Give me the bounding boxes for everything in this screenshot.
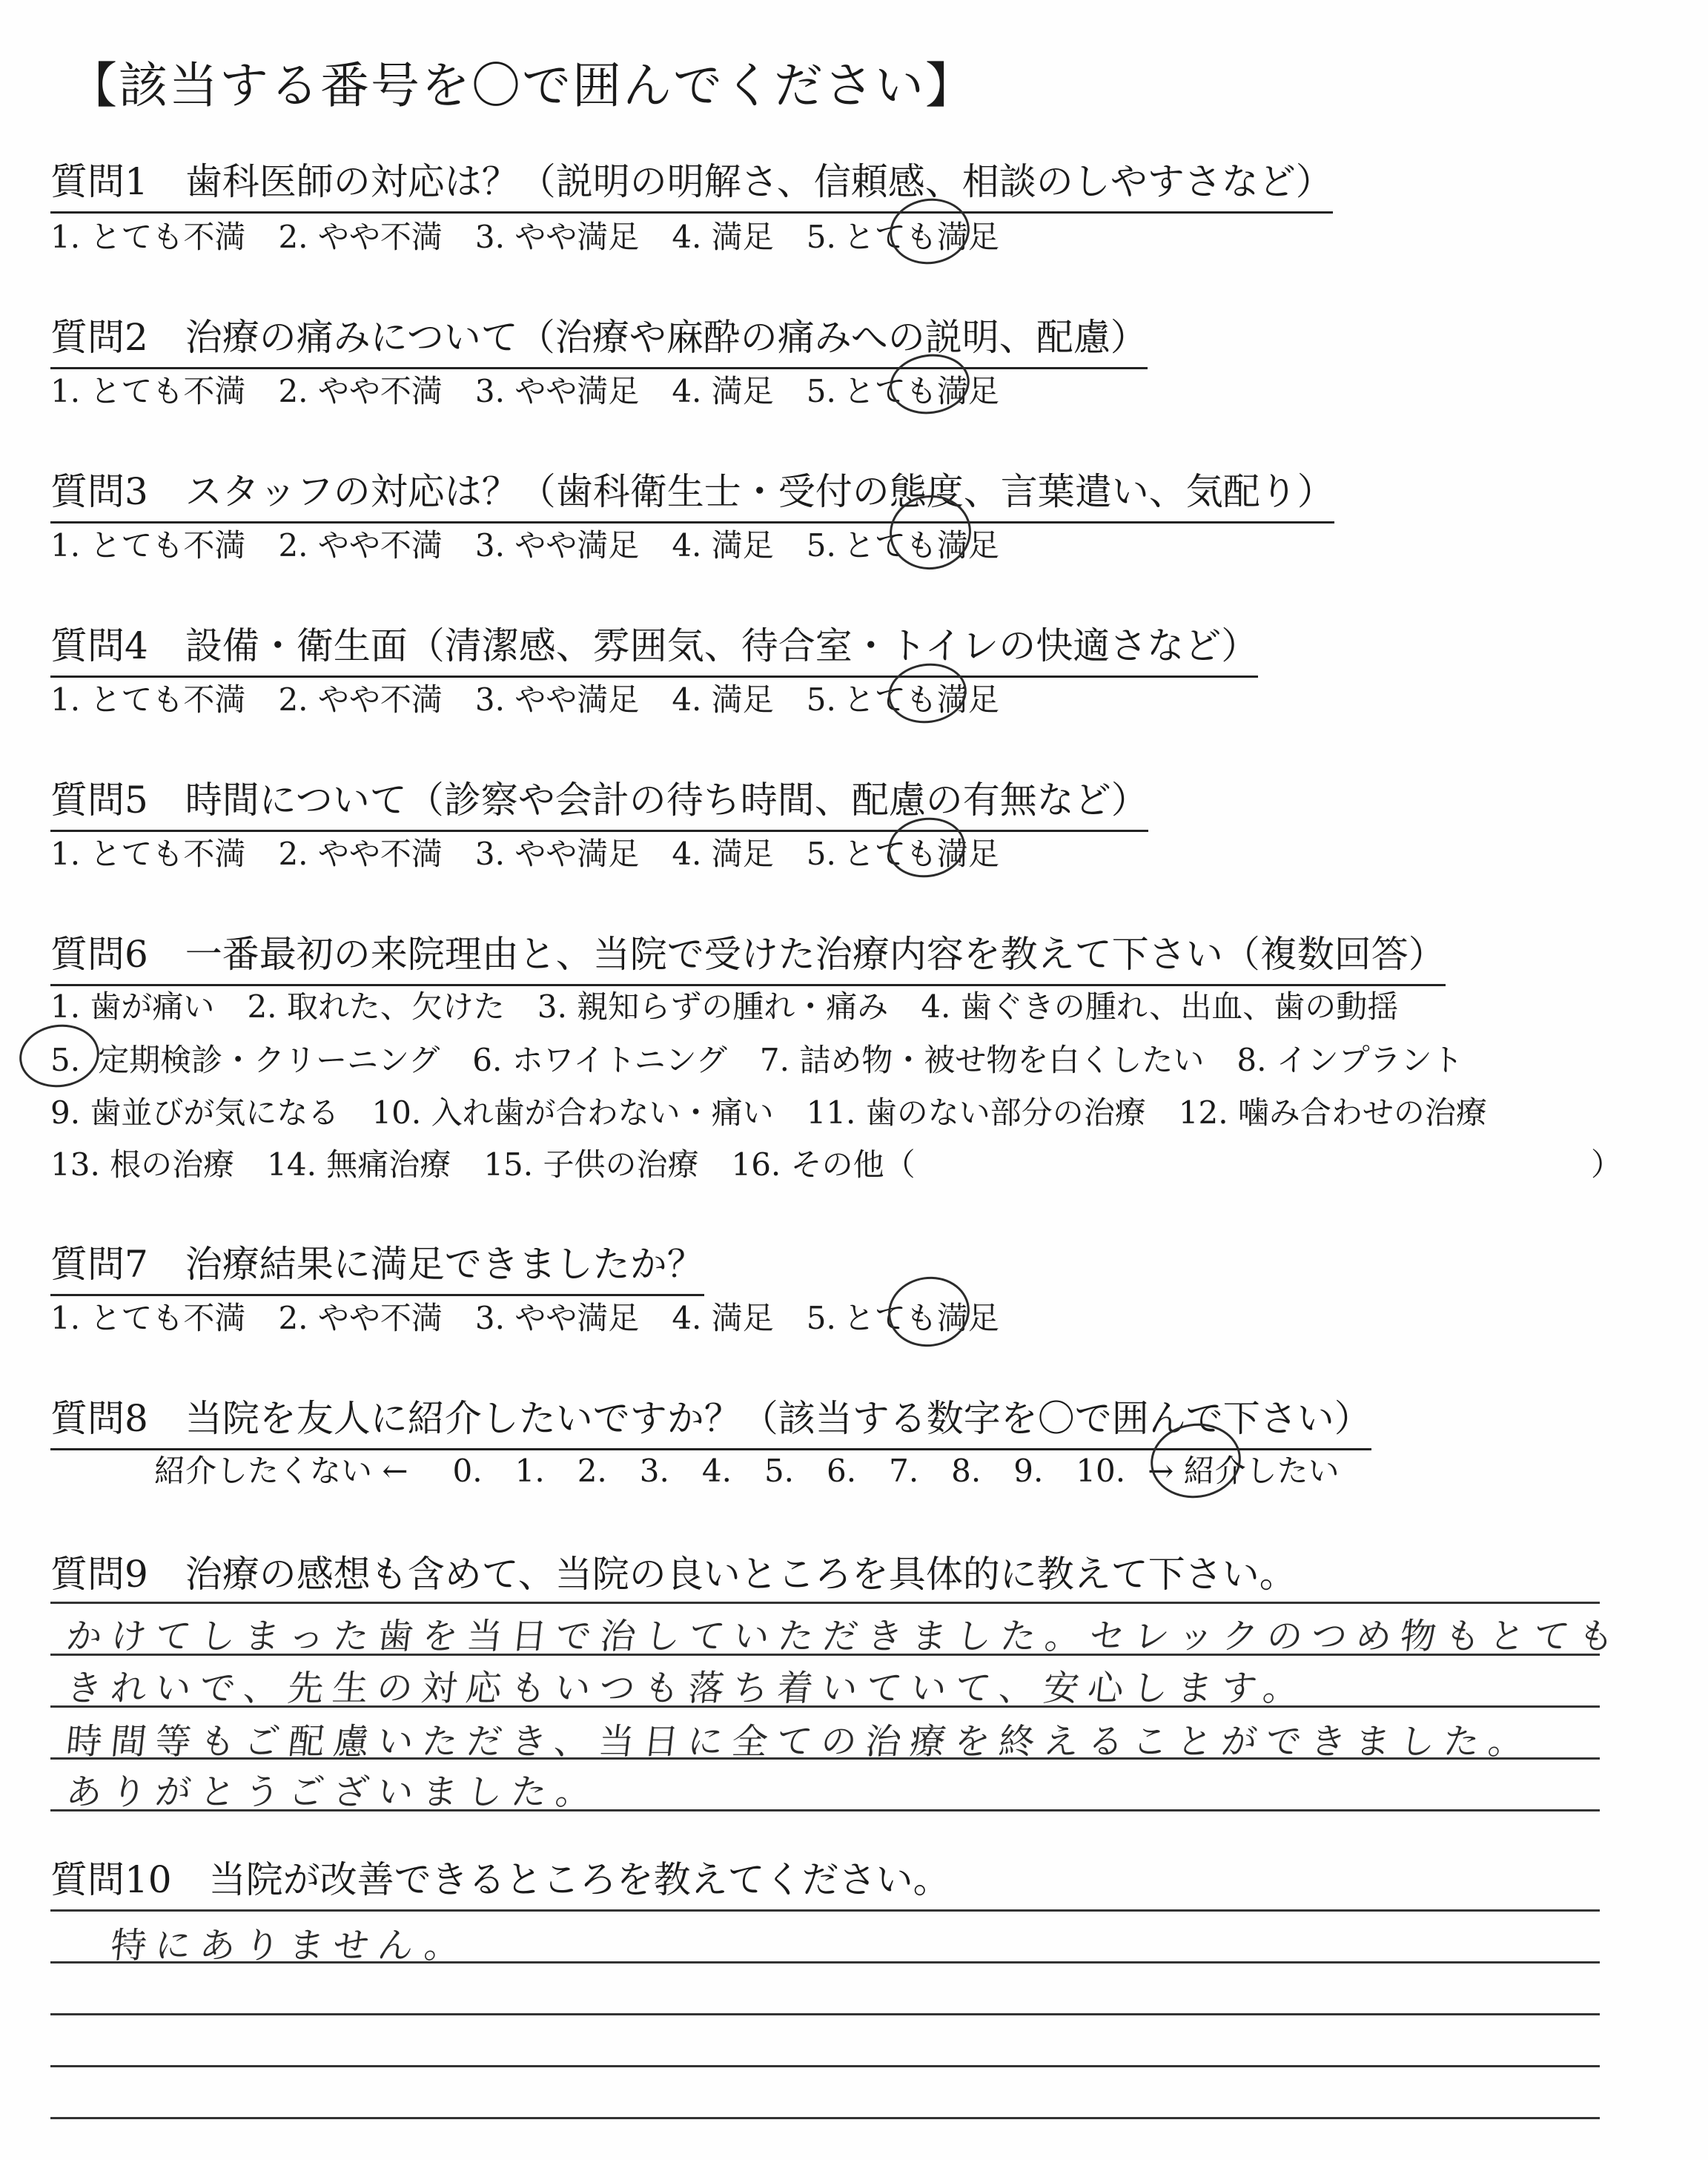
option-5-label[interactable]: とても満足	[843, 681, 999, 718]
option-1[interactable]: 1. とても不満	[50, 527, 246, 564]
scale-2[interactable]: 2.	[577, 1453, 607, 1489]
handwritten-answer-line-3: 時間等もご配慮いただき、当日に全ての治療を終えることができました。	[64, 1721, 1535, 1763]
option-2[interactable]: 2. やや不満	[278, 1300, 443, 1336]
option-16[interactable]: 16. その他（	[731, 1146, 916, 1183]
option-4[interactable]: 4. 満足	[672, 836, 774, 872]
scale-10[interactable]: 10.	[1076, 1453, 1126, 1489]
handwritten-answer-line-2: きれいで、先生の対応もいつも落ち着いていて、安心します。	[64, 1668, 1310, 1709]
scale-left-label: 紹介したくない ←	[154, 1453, 408, 1489]
question-4-options	[50, 676, 999, 720]
option-5-number[interactable]: 5.	[806, 836, 836, 872]
option-5-label[interactable]: とても満足	[843, 836, 999, 872]
option-3[interactable]: 3. やや満足	[474, 836, 640, 872]
option-4[interactable]: 4. 満足	[672, 1300, 774, 1336]
question-2-options	[50, 367, 999, 412]
option-3[interactable]: 3. やや満足	[474, 681, 640, 718]
survey-title: 【該当する番号を〇で囲んでください】	[68, 57, 976, 114]
question-3-options	[50, 521, 999, 566]
question-7-heading: 質問7 治療結果に満足できましたか？	[50, 1235, 704, 1296]
option-4[interactable]: 4. 歯ぐきの腫れ、出血、歯の動揺	[921, 988, 1399, 1025]
option-3[interactable]: 3. やや満足	[474, 373, 640, 409]
option-5-number[interactable]: 5.	[806, 1300, 836, 1336]
option-2[interactable]: 2. やや不満	[278, 373, 443, 409]
scale-1[interactable]: 1.	[514, 1453, 545, 1489]
option-15[interactable]: 15. 子供の治療	[483, 1146, 699, 1183]
question-7-options	[50, 1294, 999, 1338]
option-1[interactable]: 1. とても不満	[50, 219, 246, 255]
handwritten-answer-line-1: かけてしまった歯を当日で治していただきました。セレックのつめ物もとても	[64, 1616, 1626, 1657]
option-3[interactable]: 3. 親知らずの腫れ・痛み	[537, 988, 889, 1025]
scale-4[interactable]: 4.	[701, 1453, 732, 1489]
question-3-heading: 質問3 スタッフの対応は？（歯科衛生士・受付の態度、言葉遣い、気配り）	[50, 462, 1334, 524]
option-5-label[interactable]: とても満足	[843, 1300, 999, 1336]
question-8-heading: 質問8 当院を友人に紹介したいですか？（該当する数字を〇で囲んで下さい）	[50, 1389, 1371, 1450]
question-2-heading: 質問2 治療の痛みについて（治療や麻酔の痛みへの説明、配慮）	[50, 308, 1148, 369]
ruled-line	[50, 2117, 1600, 2119]
option-5-number[interactable]: 5.	[806, 373, 836, 409]
option-1[interactable]: 1. とても不満	[50, 836, 246, 872]
scale-3[interactable]: 3.	[639, 1453, 669, 1489]
option-5-number[interactable]: 5.	[806, 219, 836, 255]
question-6-row-4	[50, 1140, 916, 1185]
option-10[interactable]: 10. 入れ歯が合わない・痛い	[371, 1094, 774, 1131]
scale-7[interactable]: 7.	[889, 1453, 919, 1489]
scale-6[interactable]: 6.	[827, 1453, 857, 1489]
ruled-line	[50, 1909, 1600, 1912]
option-1[interactable]: 1. 歯が痛い	[50, 988, 215, 1025]
handwritten-answer-line-4: ありがとうございました。	[64, 1771, 603, 1813]
option-14[interactable]: 14. 無痛治療	[267, 1146, 451, 1183]
option-5-number[interactable]: 5.	[50, 1042, 81, 1078]
option-3[interactable]: 3. やや満足	[474, 527, 640, 564]
question-6-row-1	[50, 982, 1398, 1027]
option-9[interactable]: 9. 歯並びが気になる	[50, 1094, 340, 1131]
option-12[interactable]: 12. 噛み合わせの治療	[1178, 1094, 1487, 1131]
question-10-heading: 質問10 当院が改善できるところを教えてください。	[50, 1858, 950, 1901]
option-11[interactable]: 11. 歯のない部分の治療	[806, 1094, 1146, 1131]
selection-circle-q7	[884, 1272, 974, 1352]
ruled-line	[50, 2013, 1600, 2015]
question-5-heading: 質問5 時間について（診察や会計の待ち時間、配慮の有無など）	[50, 770, 1148, 832]
question-1-heading: 質問1 歯科医師の対応は？（説明の明解さ、信頼感、相談のしやすさなど）	[50, 152, 1333, 214]
question-5-options	[50, 830, 999, 874]
option-2[interactable]: 2. 取れた、欠けた	[247, 988, 505, 1025]
question-9-heading: 質問9 治療の感想も含めて、当院の良いところを具体的に教えて下さい。	[50, 1553, 1297, 1596]
option-7[interactable]: 7. 詰め物・被せ物を白くしたい	[759, 1042, 1205, 1078]
option-2[interactable]: 2. やや不満	[278, 836, 443, 872]
question-4-heading: 質問4 設備・衛生面（清潔感、雰囲気、待合室・トイレの快適さなど）	[50, 616, 1258, 678]
option-4[interactable]: 4. 満足	[672, 527, 774, 564]
ruled-line	[50, 2065, 1600, 2067]
option-1[interactable]: 1. とても不満	[50, 373, 246, 409]
scale-5[interactable]: 5.	[764, 1453, 795, 1489]
option-13[interactable]: 13. 根の治療	[50, 1146, 235, 1183]
option-3[interactable]: 3. やや満足	[474, 1300, 640, 1336]
selection-circle-q6	[16, 1020, 104, 1092]
option-5-label[interactable]: とても満足	[843, 219, 999, 255]
option-2[interactable]: 2. やや不満	[278, 527, 443, 564]
option-2[interactable]: 2. やや不満	[278, 219, 443, 255]
question-6-row-2	[50, 1036, 1463, 1080]
question-6-row-3	[50, 1089, 1487, 1133]
scale-right-label: → 紹介したい	[1148, 1453, 1340, 1489]
scale-8[interactable]: 8.	[951, 1453, 982, 1489]
scale-0[interactable]: 0.	[452, 1453, 483, 1489]
option-4[interactable]: 4. 満足	[672, 219, 774, 255]
option-6[interactable]: 6. ホワイトニング	[472, 1042, 727, 1078]
option-5-number[interactable]: 5.	[806, 527, 836, 564]
handwritten-answer-line-1: 特にありません。	[108, 1925, 471, 1966]
option-5-label[interactable]: とても満足	[843, 373, 999, 409]
option-4[interactable]: 4. 満足	[672, 681, 774, 718]
option-3[interactable]: 3. やや満足	[474, 219, 640, 255]
ruled-line	[50, 1602, 1600, 1604]
question-6-heading: 質問6 一番最初の来院理由と、当院で受けた治療内容を教えて下さい（複数回答）	[50, 925, 1446, 986]
option-4[interactable]: 4. 満足	[672, 373, 774, 409]
option-5-label[interactable]: 定期検診・クリーニング	[98, 1042, 440, 1078]
scale-9[interactable]: 9.	[1013, 1453, 1044, 1489]
question-1-options	[50, 213, 999, 257]
option-1[interactable]: 1. とても不満	[50, 1300, 246, 1336]
other-close-paren: ）	[1591, 1146, 1623, 1183]
option-1[interactable]: 1. とても不満	[50, 681, 246, 718]
option-5-number[interactable]: 5.	[806, 681, 836, 718]
option-5-label[interactable]: とても満足	[843, 527, 999, 564]
option-8[interactable]: 8. インプラント	[1237, 1042, 1463, 1078]
option-2[interactable]: 2. やや不満	[278, 681, 443, 718]
